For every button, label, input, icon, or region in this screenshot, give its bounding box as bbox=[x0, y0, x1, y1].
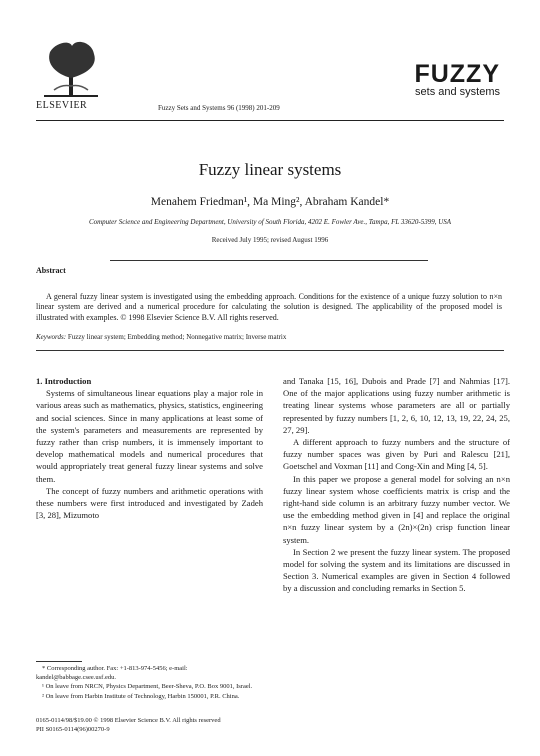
keywords-label: Keywords: bbox=[36, 333, 67, 341]
section-heading: 1. Introduction bbox=[36, 376, 92, 386]
abstract-top-divider bbox=[110, 260, 428, 261]
paragraph: In Section 2 we present the fuzzy linear system. The proposed model for solving the system and its limitations are discussed in Section 3. Numerical examples are given in Section 4 followed by a discussion and concluding remarks in Section 5. bbox=[283, 546, 510, 594]
received-dates: Received July 1995; revised August 1996 bbox=[211, 236, 329, 244]
footnote-divider bbox=[36, 661, 82, 662]
abstract-heading: Abstract bbox=[36, 266, 66, 275]
keywords bbox=[36, 333, 286, 341]
paragraph: The concept of fuzzy numbers and arithmetic operations with these numbers were first introduced and investigated by Zadeh [3, 28], Mizumoto bbox=[36, 485, 263, 521]
abstract-bottom-divider bbox=[36, 350, 504, 351]
footnote: * Corresponding author. Fax: +1-813-974-5456; e-mail: kandel@babbage.csee.usf.edu. bbox=[36, 665, 188, 682]
copyright-imprint bbox=[36, 716, 221, 734]
imprint-pii: PII S0165-0114(96)00270-9 bbox=[36, 726, 110, 733]
footnote: ² On leave from Harbin Institute of Technology, Harbin 150001, P.R. China. bbox=[42, 692, 240, 700]
author-affiliation: Computer Science and Engineering Department, University of South Florida, 4202 E. Fowler Ave., Tampa, FL 33620-5399, USA bbox=[88, 218, 452, 226]
footnote: ¹ On leave from NRCN, Physics Department, Beer-Sheva, P.O. Box 9001, Israel. bbox=[42, 683, 253, 691]
journal-reference: Fuzzy Sets and Systems 96 (1998) 201-209 bbox=[158, 104, 280, 112]
publisher-name: ELSEVIER bbox=[36, 100, 88, 111]
body-column-right bbox=[283, 375, 510, 595]
journal-logo-sub: sets and systems bbox=[415, 86, 500, 98]
header-divider bbox=[36, 120, 504, 121]
journal-logo bbox=[414, 62, 500, 98]
abstract-text: A general fuzzy linear system is investigated using the embedding approach. Conditions for the existence of a unique fuzzy solution to n×n linear system are derived and a numerical procedure for calculating the solution is designed. The applicability of the proposed model is illustrated with examples. © 1998 Elsevier Science B.V. All rights reserved. bbox=[36, 292, 502, 322]
journal-logo-main: FUZZY bbox=[414, 60, 500, 88]
elsevier-tree-logo bbox=[36, 38, 106, 98]
article-authors: Menahem Friedman¹, Ma Ming², Abraham Kandel* bbox=[150, 196, 390, 208]
body-column-left bbox=[36, 375, 263, 521]
keywords-text: Fuzzy linear system; Embedding method; Nonnegative matrix; Inverse matrix bbox=[67, 333, 287, 341]
footnotes bbox=[36, 664, 263, 701]
article-title: Fuzzy linear systems bbox=[198, 160, 342, 179]
paragraph: A different approach to fuzzy numbers and the structure of fuzzy number spaces was given by Puri and Ralescu [21], Goetschel and Voxman [11] and Cong-Xin and Ming [4, 5]. bbox=[283, 437, 510, 472]
paragraph: and Tanaka [15, 16], Dubois and Prade [7] and Nahmias [17]. One of the major applications using fuzzy number arithmetic is treating linear systems whose parameters are all or partially represented by fuzzy numbers [1, 2, 6, 10, 12, 13, 19, 22, 24, 25, 27, 29]. bbox=[283, 376, 510, 435]
paragraph: Systems of simultaneous linear equations play a major role in various areas such as mathematics, physics, statistics, engineering and social sciences. Since in many applications at least some of the system's parameters and measurements are represented by fuzzy rather than crisp numbers, it is immensely important to develop mathematical models and numerical procedures that would appropriately treat general fuzzy linear systems and solve them. bbox=[36, 388, 263, 484]
imprint-line: 0165-0114/98/$19.00 © 1998 Elsevier Science B.V. All rights reserved bbox=[36, 717, 221, 724]
paragraph: In this paper we propose a general model for solving an n×n fuzzy linear system whose coefficients matrix is crisp and the right-hand side column is an arbitrary fuzzy number vector. We use the embedding method given in [4] and replace the original n×n fuzzy linear system by a (2n)×(2n) crisp function linear system. bbox=[283, 473, 510, 545]
